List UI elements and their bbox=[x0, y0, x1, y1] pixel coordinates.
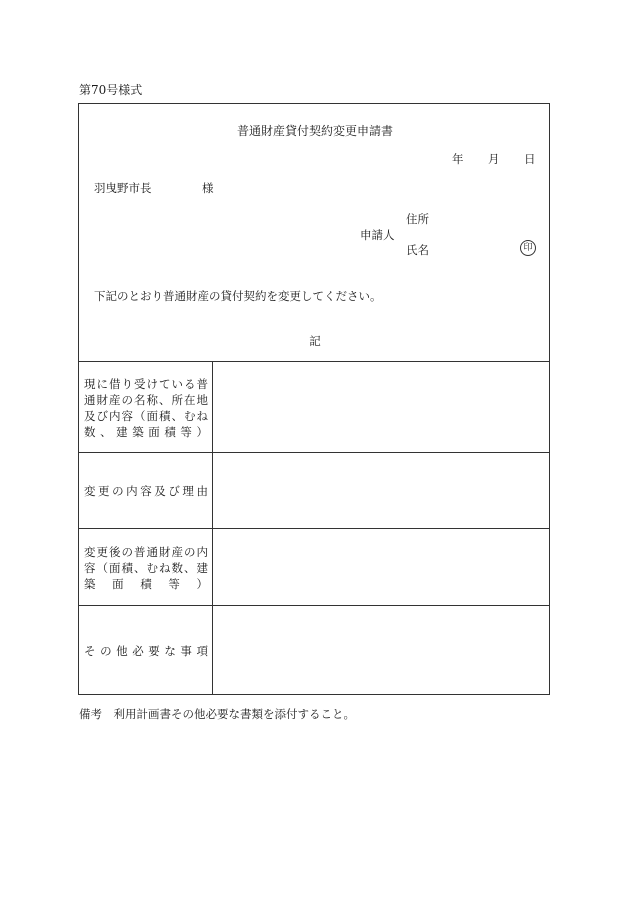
date-year-label: 年 bbox=[452, 152, 464, 166]
row-value-current-property[interactable] bbox=[214, 362, 548, 451]
row-label-other-matters: その他必要な事項 bbox=[84, 644, 208, 658]
addressee-name: 羽曳野市長 bbox=[94, 181, 152, 195]
date-day-label: 日 bbox=[524, 152, 536, 166]
date-month-label: 月 bbox=[488, 152, 500, 166]
footnote: 備考 利用計画書その他必要な書類を添付すること。 bbox=[79, 707, 355, 721]
document-title: 普通財産貸付契約変更申請書 bbox=[236, 124, 393, 138]
applicant-label: 申請人 bbox=[360, 228, 395, 242]
applicant-name-label: 氏名 bbox=[406, 243, 429, 257]
row-label-property-after-change: 変更後の普通財産の内容（面積、むね数、建築面積等） bbox=[84, 545, 208, 591]
request-statement: 下記のとおり普通財産の貸付契約を変更してください。 bbox=[94, 289, 382, 303]
ki-heading: 記 bbox=[309, 334, 321, 348]
addressee-honorific: 様 bbox=[202, 181, 214, 195]
applicant-address-label: 住所 bbox=[406, 212, 429, 226]
table-column-divider bbox=[212, 361, 213, 695]
row-value-change-reason[interactable] bbox=[214, 453, 548, 527]
row-value-other-matters[interactable] bbox=[214, 606, 548, 694]
row-label-change-reason: 変更の内容及び理由 bbox=[84, 484, 208, 498]
form-number: 第70号様式 bbox=[79, 83, 143, 97]
seal-mark: 印 bbox=[520, 240, 536, 256]
row-label-current-property: 現に借り受けている普通財産の名称、所在地及び内容（面積、むね数、建築面積等） bbox=[84, 377, 208, 439]
row-value-property-after-change[interactable] bbox=[214, 529, 548, 604]
